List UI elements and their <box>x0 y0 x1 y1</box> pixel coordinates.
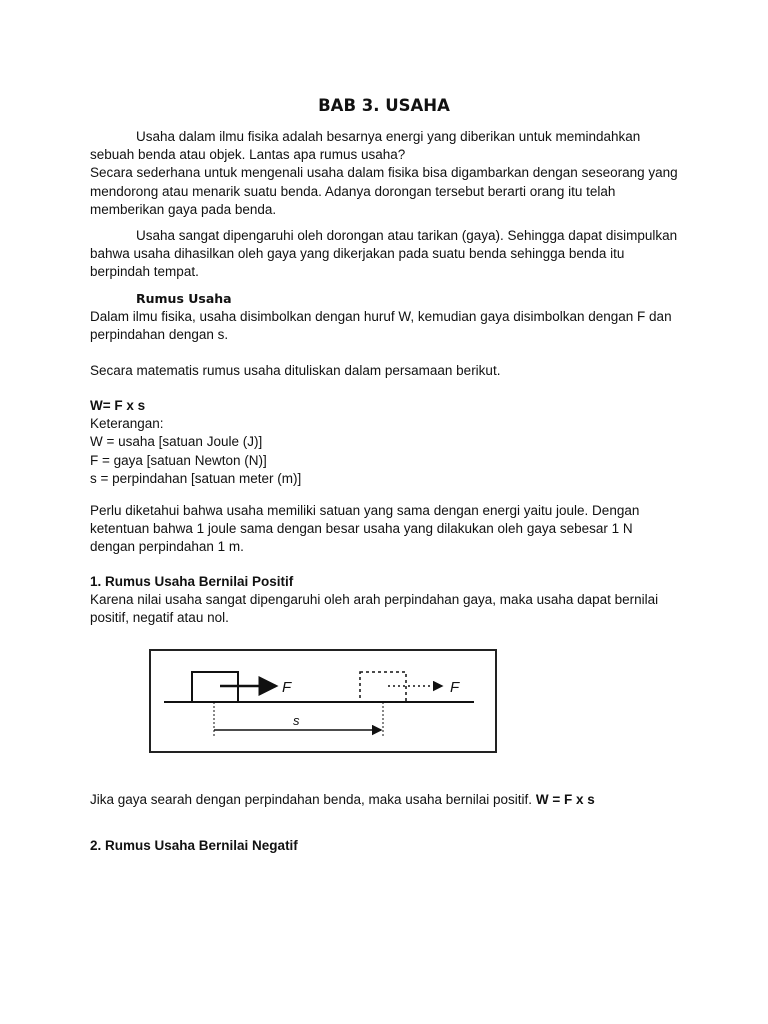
rumus-section <box>90 290 680 345</box>
formula-block <box>90 397 680 488</box>
distance-label: s <box>293 713 300 728</box>
section-2-heading: 2. Rumus Usaha Bernilai Negatif <box>90 838 298 853</box>
intro-block <box>90 128 680 219</box>
rumus-paragraph-3: Perlu diketahui bahwa usaha memiliki satuan yang sama dengan energi yaitu joule. Dengan ketentuan bahwa 1 joule sama dengan besar usaha yang dilakukan oleh gaya sebesar 1 N dengan perpindahan 1 m. <box>90 503 640 555</box>
section-1-conclusion <box>90 791 680 809</box>
formula-text: W= F x s <box>90 398 146 413</box>
page-title: BAB 3. USAHA <box>318 96 450 115</box>
work-diagram <box>148 648 498 754</box>
keterangan-item: W = usaha [satuan Joule (J)] <box>90 434 263 450</box>
conclusion-text: Jika gaya searah dengan perpindahan benda, maka usaha bernilai positif. <box>90 792 533 807</box>
keterangan-item: F = gaya [satuan Newton (N)] <box>90 452 267 468</box>
intro-paragraph-1: Usaha dalam ilmu fisika adalah besarnya energi yang diberikan untuk memindahkan sebuah benda atau objek. Lantas apa rumus usaha? <box>90 129 641 163</box>
intro-paragraph-2: Secara sederhana untuk mengenali usaha dalam fisika bisa digambarkan dengan seseorang yang mendorong atau menarik suatu benda. Adanya dorongan tersebut berarti orang itu telah memberikan gaya pada benda. <box>90 165 678 217</box>
conclusion-formula: W = F x s <box>535 792 595 807</box>
section-1 <box>90 573 680 628</box>
keterangan-label: Keterangan: <box>90 416 164 432</box>
section-2 <box>90 837 680 855</box>
section-1-heading: 1. Rumus Usaha Bernilai Positif <box>90 574 294 589</box>
rumus-paragraph-2: Secara matematis rumus usaha dituliskan dalam persamaan berikut. <box>90 363 501 378</box>
rumus-heading: Rumus Usaha <box>136 291 232 306</box>
intro-block-2 <box>90 227 680 282</box>
force-label-2: F <box>450 679 460 696</box>
satuan-block <box>90 502 680 557</box>
keterangan-item: s = perpindahan [satuan meter (m)] <box>90 470 302 486</box>
rumus-section-2 <box>90 362 680 380</box>
rumus-paragraph-1: Dalam ilmu fisika, usaha disimbolkan dengan huruf W, kemudian gaya disimbolkan dengan F dan perpindahan dengan s. <box>90 309 672 343</box>
conclusion-paragraph <box>90 791 680 809</box>
section-1-paragraph: Karena nilai usaha sangat dipengaruhi oleh arah perpindahan gaya, maka usaha dapat bernilai positif, negatif atau nol. <box>90 592 659 626</box>
intro-paragraph-3: Usaha sangat dipengaruhi oleh dorongan atau tarikan (gaya). Sehingga dapat disimpulkan bahwa usaha dihasilkan oleh gaya yang dikerjakan pada suatu benda sehingga benda itu berpindah tempat. <box>90 228 678 280</box>
force-label-1: F <box>282 679 292 696</box>
